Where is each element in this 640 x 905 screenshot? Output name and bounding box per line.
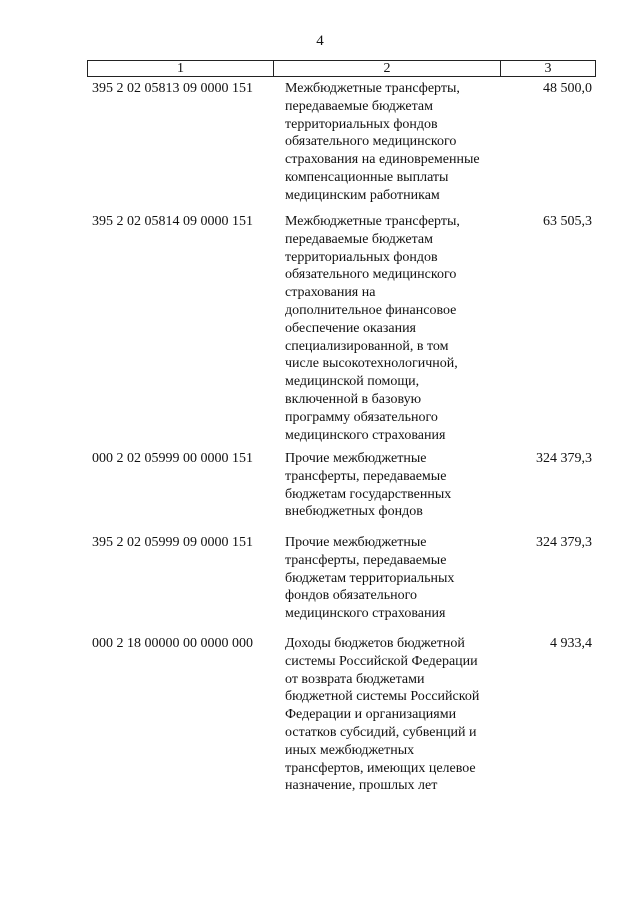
row-code: 395 2 02 05999 09 0000 151	[92, 535, 253, 550]
row-description	[273, 213, 499, 450]
desc-line: Прочие межбюджетные	[285, 451, 427, 466]
desc-line: специализированной, в том	[285, 338, 449, 354]
desc-line: иных межбюджетных	[285, 742, 415, 758]
column-header-table	[87, 60, 596, 77]
desc-line: медицинским работникам	[285, 187, 440, 203]
row-code: 395 2 02 05813 09 0000 151	[92, 81, 253, 96]
desc-line: медицинского страхования	[285, 606, 446, 622]
column-header-description: 2	[274, 61, 501, 77]
row-amount: 48 500,0	[543, 81, 592, 96]
table-row	[87, 534, 594, 635]
desc-line: Межбюджетные трансферты,	[285, 81, 460, 96]
desc-line: дополнительное финансовое	[285, 302, 457, 318]
desc-line: трансферты, передаваемые	[285, 552, 447, 568]
table-row	[87, 80, 594, 213]
desc-line: назначение, прошлых лет	[285, 778, 438, 794]
column-header-amount: 3	[501, 61, 596, 77]
column-header-code: 1	[88, 61, 274, 77]
table-row	[87, 213, 594, 450]
table-row	[87, 450, 594, 534]
desc-line: программу обязательного	[285, 409, 438, 425]
desc-line: Межбюджетные трансферты,	[285, 214, 460, 229]
row-description	[273, 450, 499, 534]
desc-line: трансферты, передаваемые	[285, 468, 447, 484]
row-amount: 63 505,3	[543, 214, 592, 229]
row-code: 395 2 02 05814 09 0000 151	[92, 214, 253, 229]
desc-line: территориальных фондов	[285, 249, 438, 265]
row-description	[273, 635, 499, 800]
row-code: 000 2 18 00000 00 0000 000	[92, 636, 253, 651]
desc-line: передаваемые бюджетам	[285, 98, 433, 114]
desc-line: обязательного медицинского	[285, 267, 457, 283]
row-amount: 324 379,3	[536, 451, 592, 466]
desc-line: остатков субсидий, субвенций и	[285, 724, 477, 740]
desc-line: компенсационные выплаты	[285, 169, 449, 185]
desc-line: медицинского страхования	[285, 427, 446, 443]
desc-line: внебюджетных фондов	[285, 504, 423, 520]
table-body	[87, 80, 594, 800]
desc-line: фондов обязательного	[285, 588, 417, 604]
desc-line: бюджетной системы Российской	[285, 689, 480, 705]
desc-line: обеспечение оказания	[285, 320, 416, 336]
row-description	[273, 80, 499, 213]
row-amount: 324 379,3	[536, 535, 592, 550]
desc-line: медицинской помощи,	[285, 374, 420, 390]
desc-line: системы Российской Федерации	[285, 653, 478, 669]
desc-line: передаваемые бюджетам	[285, 231, 433, 247]
desc-line: бюджетам государственных	[285, 486, 452, 502]
desc-line: бюджетам территориальных	[285, 570, 455, 586]
row-code: 000 2 02 05999 00 0000 151	[92, 451, 253, 466]
row-description	[273, 534, 499, 635]
desc-line: территориальных фондов	[285, 116, 438, 132]
desc-line: Доходы бюджетов бюджетной	[285, 636, 465, 651]
desc-line: числе высокотехнологичной,	[285, 356, 458, 372]
desc-line: страхования на	[285, 285, 376, 301]
desc-line: Прочие межбюджетные	[285, 535, 427, 550]
desc-line: Федерации и организациями	[285, 707, 457, 723]
desc-line: включенной в базовую	[285, 391, 422, 407]
desc-line: трансфертов, имеющих целевое	[285, 760, 476, 776]
table-row	[87, 635, 594, 800]
desc-line: от возврата бюджетами	[285, 671, 425, 687]
desc-line: обязательного медицинского	[285, 134, 457, 150]
desc-line: страхования на единовременные	[285, 152, 480, 168]
page-number: 4	[316, 33, 324, 49]
row-amount: 4 933,4	[550, 636, 592, 651]
